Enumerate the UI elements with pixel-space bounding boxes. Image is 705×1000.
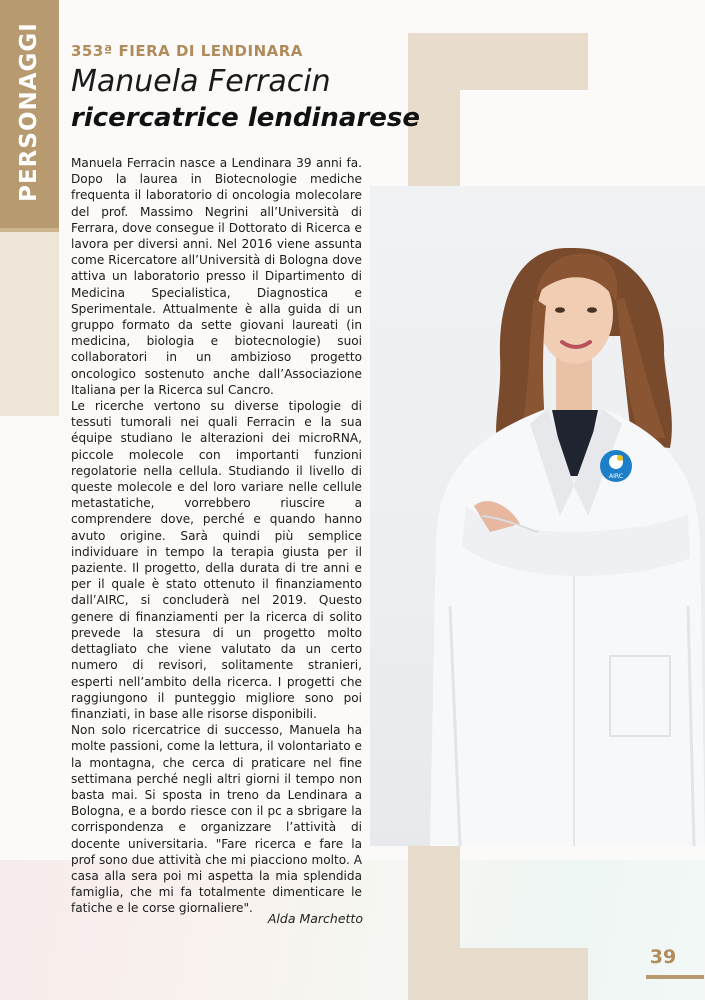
- article-paragraph: Manuela Ferracin nasce a Lendinara 39 anni fa. Dopo la laurea in Biotecnologie mediche frequenta il laboratorio di oncologia molecolare del prof. Massimo Negrini all’Università di Ferrara, dove consegue il Dottorato di Ricerca e lavora per diversi anni. Nel 2016 viene assunta come Ricercatore all’Università di Bologna dove attiva un laboratorio presso il Dipartimento di Medicina Specialistica, Diagnostica e Sperimentale. Attualmente è alla guida di un gruppo formato da sette giovani laureati (in medicina, biologia e biotecnologie) suoi collaboratori in un ambizioso progetto oncologico sostenuto anche dall’Associazione Italiana per la Ricerca sul Cancro.: [71, 156, 362, 397]
- side-decoration: [0, 232, 59, 416]
- airc-badge-text: AIRC: [609, 473, 623, 480]
- article-body: [71, 155, 362, 917]
- article-title-name: Manuela Ferracin: [71, 64, 331, 99]
- section-tab: [0, 0, 59, 228]
- decorative-frame-top: [408, 33, 588, 90]
- page-number: 39: [649, 946, 677, 968]
- article-paragraph: Non solo ricercatrice di successo, Manuela ha molte passioni, come la lettura, il volontariato e la montagna, che cerca di praticare nel fine settimana perché negli altri giorni il tempo non basta mai. Si sposta in treno da Lendinara a Bologna, e a bordo riesce con il pc a sbrigare la corrispondenza e organizzare l’attività di docente universitaria. "Fare ricerca e fare la prof sono due attività che mi piacciono molto. A casa alla sera poi mi aspetta la mia splendida famiglia, che mi fa totalmente dimenticare le fatiche e le corse giornaliere".: [71, 723, 362, 916]
- page-number-rule: [646, 975, 704, 979]
- section-label: PERSONAGGI: [16, 22, 42, 202]
- article-author: Alda Marchetto: [267, 911, 363, 926]
- article-title-subtitle: ricercatrice lendinarese: [71, 103, 421, 133]
- portrait-illustration: [370, 186, 705, 846]
- decorative-frame-bottom: [408, 948, 588, 1000]
- portrait-photo: [370, 186, 705, 846]
- article-paragraph: Le ricerche vertono su diverse tipologie di tessuti tumorali nei quali Ferracin e la sua équipe studiano le alterazioni dei microRNA, piccole molecole con importanti funzioni regolatorie nella cellula. Studiando il livello di queste molecole e del loro variare nelle cellule metastatiche, vorrebbero riuscire a comprendere dove, perché e quando hanno avuto origine. Sarà quindi più semplice individuare in tempo la terapia giusta per il paziente. Il progetto, della durata di tre anni e per il quale è stato ottenuto il finanziamento dall’AIRC, si concluderà nel 2019. Questo genere di finanziamenti per la ricerca di solito prevede la stesura di un progetto molto dettagliato che viene valutato da un certo numero di revisori, solitamente stranieri, esperti nell’ambito della ricerca. I progetti che raggiungono il punteggio migliore sono poi finanziati, in base alle risorse disponibili.: [71, 399, 362, 721]
- article-kicker: 353ª FIERA DI LENDINARA: [71, 42, 303, 60]
